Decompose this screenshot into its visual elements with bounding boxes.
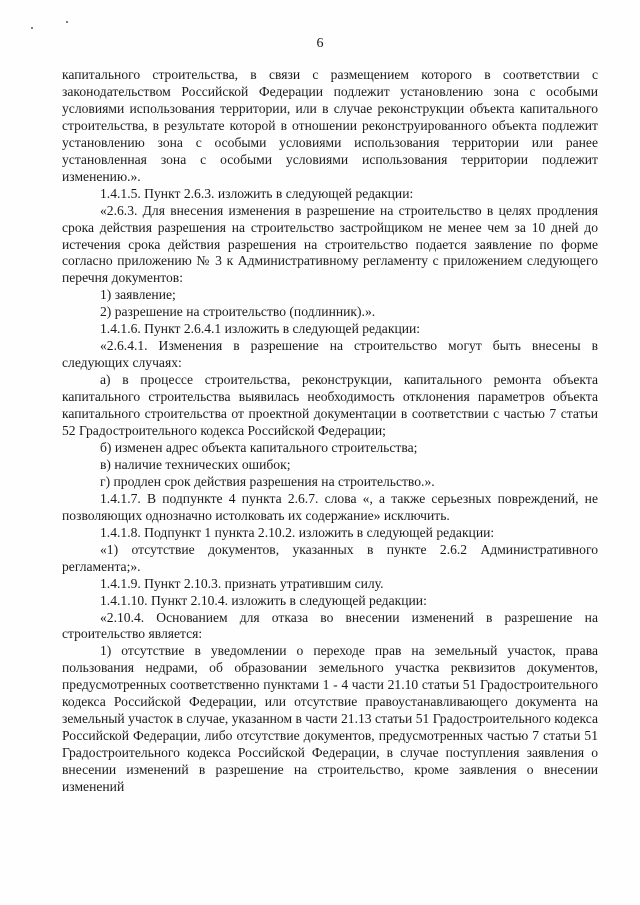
document-body bbox=[62, 67, 598, 796]
paragraph: «2.6.3. Для внесения изменения в разрешение на строительство в целях продления срока действия разрешения на строительство застройщиком не менее чем за 10 дней до истечения срока действия разрешения на строительство подается заявление по форме согласно приложению № 3 к Административному регламенту с приложением следующего перечня документов: bbox=[62, 202, 598, 286]
paragraph: «2.10.4. Основанием для отказа во внесении изменений в разрешение на строительство является: bbox=[62, 609, 598, 642]
paragraph: в) наличие технических ошибок; bbox=[100, 456, 291, 472]
scan-speck bbox=[31, 27, 33, 29]
page-number: 6 bbox=[316, 36, 324, 51]
paragraph: б) изменен адрес объекта капитального строительства; bbox=[100, 439, 418, 455]
paragraph: «1) отсутствие документов, указанных в пункте 2.6.2 Административного регламента;». bbox=[62, 541, 598, 574]
paragraph: 1) заявление; bbox=[100, 287, 176, 303]
paragraph: 1.4.1.6. Пункт 2.6.4.1 изложить в следующей редакции: bbox=[100, 321, 421, 337]
paragraph: 2) разрешение на строительство (подлинник).». bbox=[100, 304, 376, 320]
paragraph: 1.4.1.5. Пункт 2.6.3. изложить в следующей редакции: bbox=[100, 185, 414, 201]
paragraph: капитального строительства, в связи с размещением которого в соответствии с законодательством Российской Федерации подлежит установлению зона с особыми условиями использования территории, или в случае реконструкции объекта капитального строительства, в результате которой в отношении реконструированного объекта подлежит установлению зона с особыми условиями использования территории или ранее установленная зона с особыми условиями использования территории подлежит изменению.». bbox=[62, 67, 598, 184]
paragraph: г) продлен срок действия разрешения на строительство.». bbox=[100, 473, 435, 489]
paragraph: 1.4.1.8. Подпункт 1 пункта 2.10.2. изложить в следующей редакции: bbox=[100, 524, 495, 540]
paragraph: а) в процессе строительства, реконструкции, капитального ремонта объекта капитального строительства выявилась необходимость отклонения параметров объекта капитального строительства от проектной документации в соответствии с частью 7 статьи 52 Градостроительного кодекса Российской Федерации; bbox=[62, 372, 598, 439]
paragraph: «2.6.4.1. Изменения в разрешение на строительство могут быть внесены в следующих случаях: bbox=[62, 338, 598, 371]
paragraph: 1) отсутствие в уведомлении о переходе прав на земельный участок, права пользования недрами, об образовании земельного участка реквизитов документов, предусмотренных соответственно пунктами 1 - 4 части 21.10 статьи 51 Градостроительного кодекса Российской Федерации, или отсутствие правоустанавливающего документа на земельный участок в случае, указанном в части 21.13 статьи 51 Градостроительного кодекса Российской Федерации, либо отсутствие документов, предусмотренных частью 7 статьи 51 Градостроительного кодекса Российской Федерации, в случае поступления заявления о внесении изменений в разрешение на строительство, кроме заявления о внесении изменений bbox=[62, 643, 598, 795]
scan-speck bbox=[66, 21, 68, 23]
paragraph: 1.4.1.10. Пункт 2.10.4. изложить в следующей редакции: bbox=[100, 592, 427, 608]
paragraph: 1.4.1.7. В подпункте 4 пункта 2.6.7. слова «, а также серьезных повреждений, не позволяющих однозначно истолковать их содержание» исключить. bbox=[62, 490, 598, 523]
paragraph: 1.4.1.9. Пункт 2.10.3. признать утратившим силу. bbox=[100, 575, 384, 591]
